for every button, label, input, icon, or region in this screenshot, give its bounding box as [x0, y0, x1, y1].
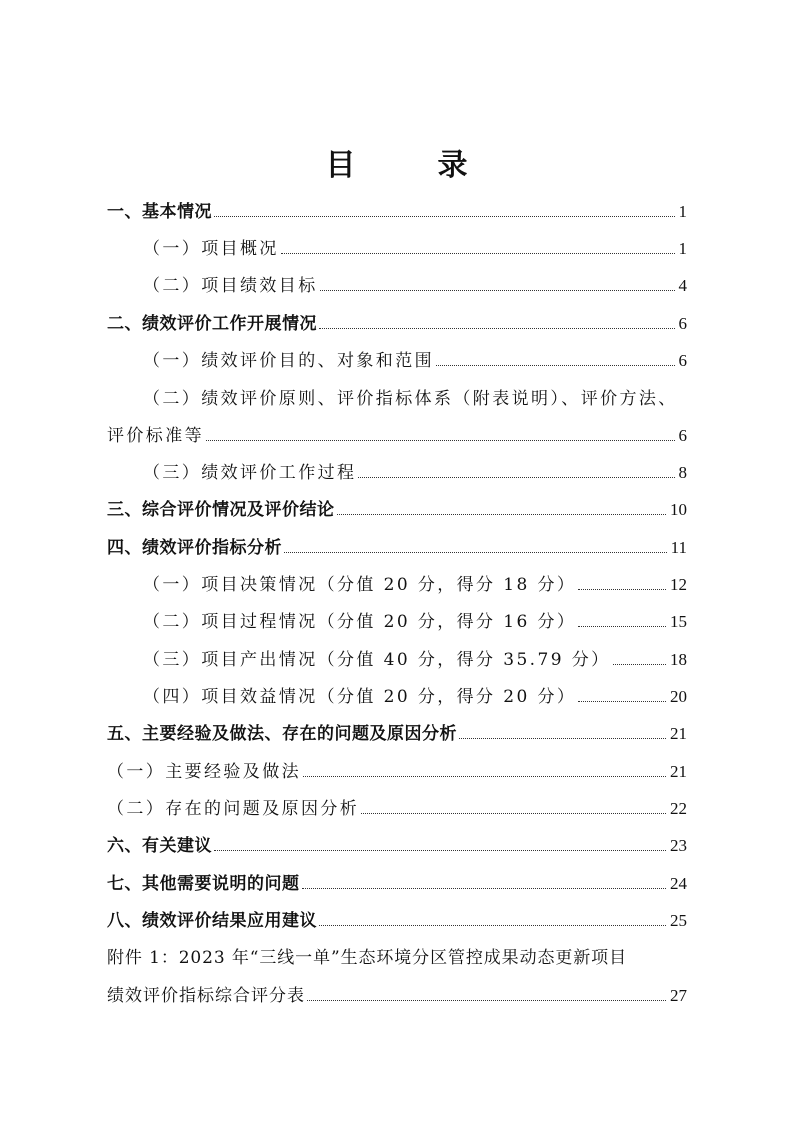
dot-leader [319, 328, 675, 329]
dot-leader [206, 440, 675, 441]
dot-leader [459, 738, 666, 739]
dot-leader [284, 552, 667, 553]
dot-leader [320, 290, 675, 291]
dot-leader [337, 514, 667, 515]
toc-entry-2-2-first-line[interactable]: （二）绩效评价原则、评价指标体系（附表说明）、评价方法、 [143, 389, 678, 409]
dot-leader [613, 664, 666, 665]
toc-entry-page: 12 [670, 575, 687, 594]
toc-entry-1-1[interactable] [143, 237, 687, 261]
toc-entry-label: 六、有关建议 [107, 836, 212, 856]
toc-entry-label: （二）项目绩效目标 [143, 276, 318, 296]
dot-leader [303, 776, 666, 777]
toc-entry-appendix-1[interactable] [107, 984, 687, 1008]
toc-entry-page: 11 [670, 538, 687, 557]
toc-entry-label: （二）存在的问题及原因分析 [107, 799, 360, 819]
dot-leader [578, 701, 666, 702]
toc-entry-section-3[interactable] [107, 498, 687, 522]
toc-entry-2-2[interactable] [107, 424, 687, 448]
toc-entry-section-5[interactable] [107, 722, 687, 746]
toc-entry-4-1[interactable] [143, 573, 687, 597]
toc-entry-section-8[interactable] [107, 909, 687, 933]
toc-entry-section-1[interactable] [107, 200, 687, 224]
toc-entry-page: 4 [678, 276, 687, 295]
toc-entry-page: 18 [670, 650, 687, 669]
toc-title: 目 录 [325, 148, 494, 183]
toc-entry-label: （三）项目产出情况（分值 40 分，得分 35.79 分） [143, 650, 611, 670]
toc-entry-page: 6 [678, 314, 687, 333]
toc-entry-label: （四）项目效益情况（分值 20 分，得分 20 分） [143, 687, 577, 707]
toc-entry-page: 1 [678, 202, 687, 221]
toc-entry-page: 25 [670, 911, 687, 930]
dot-leader [307, 1000, 666, 1001]
toc-entry-5-2[interactable] [107, 797, 687, 821]
toc-entry-page: 6 [678, 426, 687, 445]
toc-entry-label: 二、绩效评价工作开展情况 [107, 314, 317, 334]
dot-leader [319, 925, 666, 926]
toc-entry-page: 24 [670, 874, 687, 893]
toc-entry-page: 23 [670, 836, 687, 855]
toc-entry-page: 15 [670, 612, 687, 631]
toc-entry-label: （二）项目过程情况（分值 20 分，得分 16 分） [143, 612, 577, 632]
toc-entry-label: （一）项目概况 [143, 239, 279, 259]
dot-leader [302, 888, 667, 889]
toc-entry-page: 20 [670, 687, 687, 706]
toc-entry-label: （三）绩效评价工作过程 [143, 463, 357, 483]
toc-entry-page: 8 [678, 463, 687, 482]
toc-entry-page: 21 [670, 724, 687, 743]
toc-entry-4-3[interactable] [143, 648, 687, 672]
toc-entry-label: 三、综合评价情况及评价结论 [107, 500, 335, 520]
toc-entry-label: 七、其他需要说明的问题 [107, 874, 300, 894]
toc-entry-2-1[interactable] [143, 349, 687, 373]
toc-entry-1-2[interactable] [143, 274, 687, 298]
dot-leader [578, 626, 666, 627]
toc-entry-label: （一）绩效评价目的、对象和范围 [143, 351, 434, 371]
toc-entry-section-2[interactable] [107, 312, 687, 336]
toc-entry-label: （一）项目决策情况（分值 20 分，得分 18 分） [143, 575, 577, 595]
toc-entry-label: 八、绩效评价结果应用建议 [107, 911, 317, 931]
dot-leader [358, 477, 674, 478]
dot-leader [361, 813, 666, 814]
toc-entry-page: 27 [670, 986, 687, 1005]
toc-entry-page: 21 [670, 762, 687, 781]
toc-entry-4-4[interactable] [143, 685, 687, 709]
toc-entry-label: （一）主要经验及做法 [107, 762, 301, 782]
dot-leader [214, 850, 666, 851]
toc-entry-section-6[interactable] [107, 834, 687, 858]
toc-entry-label: 评价标准等 [107, 426, 204, 446]
toc-entry-5-1[interactable] [107, 760, 687, 784]
toc-entry-page: 10 [670, 500, 687, 519]
toc-entry-label: 五、主要经验及做法、存在的问题及原因分析 [107, 724, 457, 744]
dot-leader [578, 589, 666, 590]
dot-leader [281, 253, 675, 254]
toc-entry-label: 绩效评价指标综合评分表 [107, 986, 305, 1006]
toc-entry-appendix-1-first-line[interactable]: 附件 1：2023 年“三线一单”生态环境分区管控成果动态更新项目 [107, 948, 627, 968]
toc-entry-label: 四、绩效评价指标分析 [107, 538, 282, 558]
dot-leader [436, 365, 675, 366]
dot-leader [214, 216, 675, 217]
toc-entry-section-7[interactable] [107, 872, 687, 896]
toc-entry-page: 6 [678, 351, 687, 370]
toc-entry-2-3[interactable] [143, 461, 687, 485]
toc-entry-4-2[interactable] [143, 610, 687, 634]
toc-entry-label: 一、基本情况 [107, 202, 212, 222]
toc-entry-page: 1 [678, 239, 687, 258]
toc-entry-section-4[interactable] [107, 536, 687, 560]
toc-entry-page: 22 [670, 799, 687, 818]
